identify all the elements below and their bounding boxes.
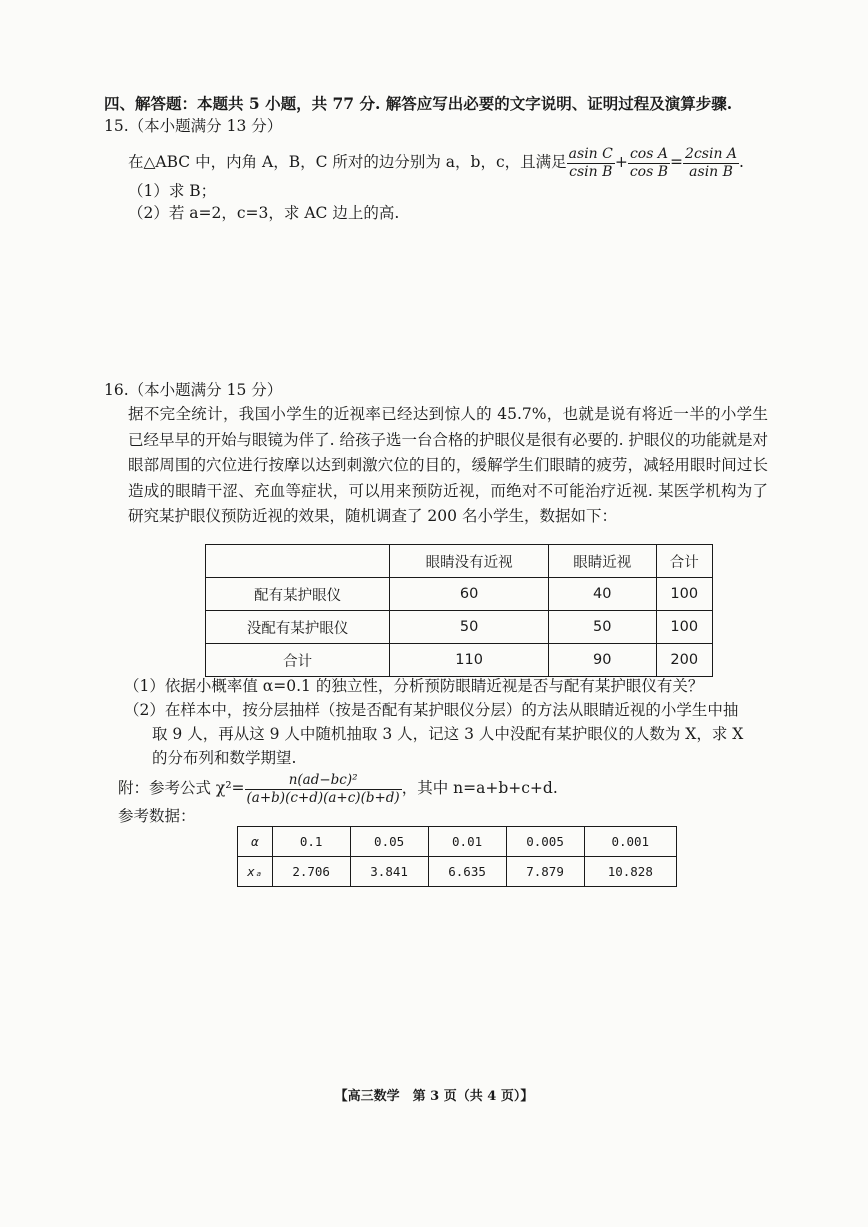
frac2-denominator: cos B [629,163,669,180]
q15-part1: （1）求 B； [128,182,217,200]
table-cell: 配有某护眼仪 [206,578,390,611]
table-cell [206,545,390,578]
table-cell: 3.841 [350,857,428,887]
q16-part2-line2: 取 9 人，再从这 9 人中随机抽取 3 人，记这 3 人中没配有某护眼仪的人数为 X，求 X [152,725,744,743]
table-cell: 6.635 [428,857,506,887]
q16-part2-line3: 的分布列和数学期望. [152,749,297,767]
table-cell: 0.1 [272,827,350,857]
table-cell: 眼睛没有近视 [390,545,549,578]
frac1-denominator: csin B [569,163,613,180]
formula-denominator: (a+b)(c+d)(a+c)(b+d) [246,789,400,806]
formula-suffix: ，其中 n=a+b+c+d. [401,779,558,797]
table-cell: 7.879 [506,857,584,887]
table-cell: 0.01 [428,827,506,857]
table-row [206,578,713,611]
table-cell: 10.828 [584,857,676,887]
table-cell: 100 [656,611,712,644]
table-cell: 100 [656,578,712,611]
formula-prefix: 附：参考公式 χ²= [118,779,245,797]
q16-title: 16.（本小题满分 15 分） [104,381,283,399]
reference-data-table [237,826,677,887]
q15-stem-prefix: 在△ABC 中，内角 A，B，C 所对的边分别为 a，b，c，且满足 [128,153,567,171]
period: . [739,153,744,171]
q16-data-table [205,544,713,677]
q15-fraction-1 [567,146,615,181]
table-cell: 200 [656,644,712,677]
reference-data-label: 参考数据： [118,807,196,825]
q16-part2-line1: （2）在样本中，按分层抽样（按是否配有某护眼仪分层）的方法从眼睛近视的小学生中抽 [124,701,739,719]
table-row [206,644,713,677]
q15-title: 15.（本小题满分 13 分） [104,117,283,135]
q15-fraction-3 [683,146,739,181]
table-cell: 90 [548,644,656,677]
table-cell: α [238,827,273,857]
q15-fraction-2 [628,146,670,181]
table-cell: 60 [390,578,549,611]
table-cell: 40 [548,578,656,611]
table-cell: 眼睛近视 [548,545,656,578]
table-row [238,827,677,857]
formula-numerator: n(ad−bc)² [245,772,402,790]
table-cell: 没配有某护眼仪 [206,611,390,644]
table-row [238,857,677,887]
table-row [206,611,713,644]
table-cell: xₐ [238,857,273,887]
page-footer: 【高三数学 第 3 页（共 4 页）】 [334,1089,534,1104]
equals-sign: = [670,153,684,171]
table-cell: 110 [390,644,549,677]
q15-part2: （2）若 a=2，c=3，求 AC 边上的高. [128,204,400,222]
frac1-numerator: asin C [568,145,613,162]
q15-stem [128,144,744,181]
table-cell: 合计 [656,545,712,578]
table-cell: 0.005 [506,827,584,857]
section-header: 四、解答题：本题共 5 小题，共 77 分. 解答应写出必要的文字说明、证明过程及演算步骤. [104,94,733,113]
frac3-denominator: asin B [689,163,733,180]
table-cell: 0.001 [584,827,676,857]
chi-square-fraction [245,772,402,807]
q16-paragraph: 据不完全统计，我国小学生的近视率已经达到惊人的 45.7%，也就是说有将近一半的小学生已经早早的开始与眼镜为伴了. 给孩子选一台合格的护眼仪是很有必要的. 护眼仪的功能就是对眼部周围的穴位进行按摩以达到刺激穴位的目的，缓解学生们眼睛的疲劳，减轻用眼时间过长造成的眼睛干涩、充血等症状，可以用来预防近视，而绝对不可能治疗近视. 某医学机构为了研究某护眼仪预防近视的效果，随机调查了 200 名小学生，数据如下： [128,405,768,525]
frac2-numerator: cos A [628,146,670,164]
q16-part1: （1）依据小概率值 α=0.1 的独立性，分析预防眼睛近视是否与配有某护眼仪有关？ [124,677,704,695]
table-cell: 50 [390,611,549,644]
table-header-row [206,545,713,578]
reference-formula [118,770,558,807]
table-cell: 2.706 [272,857,350,887]
plus-sign: + [614,153,628,171]
table-cell: 0.05 [350,827,428,857]
table-cell: 50 [548,611,656,644]
table-cell: 合计 [206,644,390,677]
frac3-numerator: 2csin A [685,145,738,162]
